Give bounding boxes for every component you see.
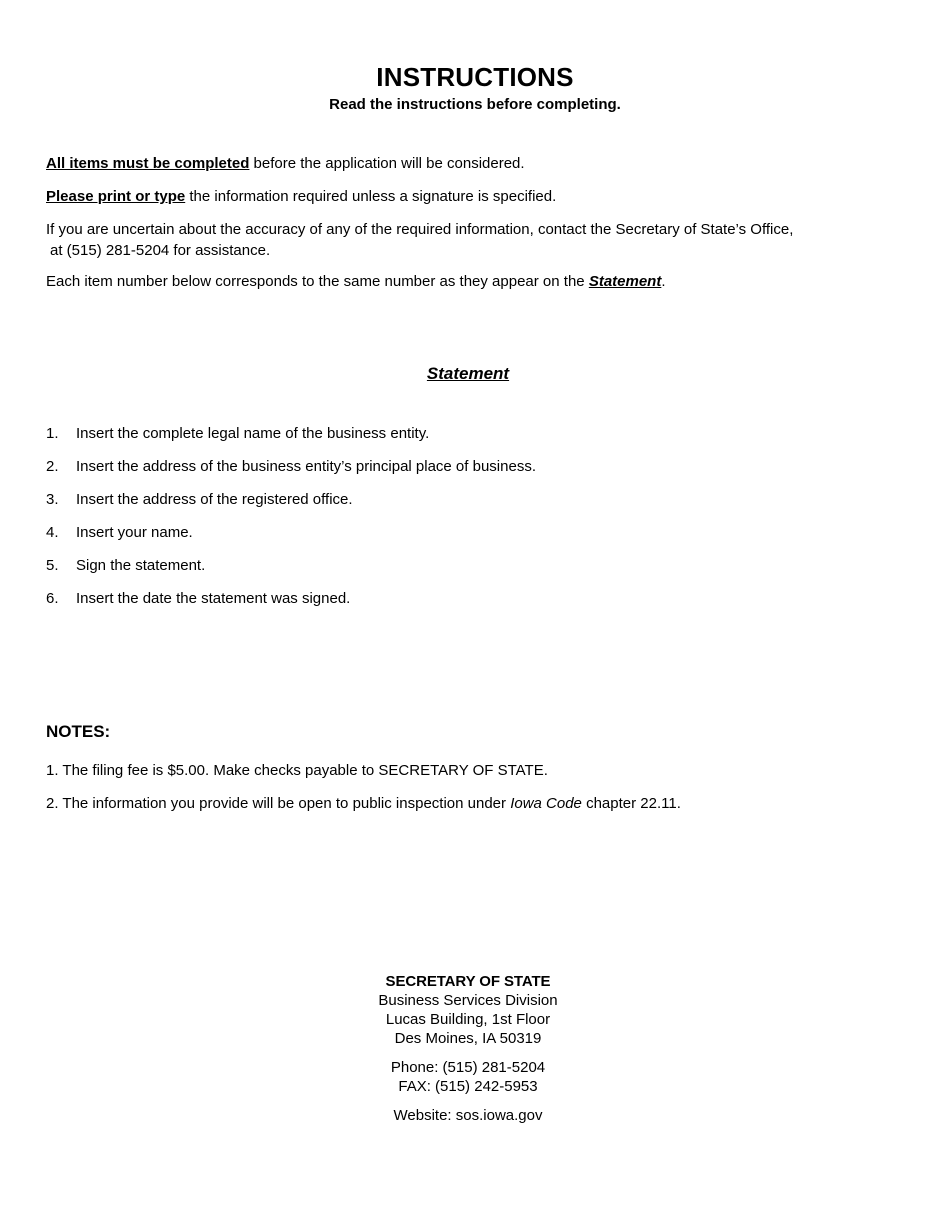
- list-item: [46, 490, 846, 523]
- intro-text-print-or-type: the information required unless a signature is specified.: [185, 188, 557, 205]
- list-item: [46, 589, 846, 622]
- intro-lead-all-items: All items must be completed: [46, 155, 250, 172]
- footer-spacer: [0, 1048, 936, 1058]
- notes-heading: NOTES:: [46, 722, 111, 741]
- footer-building: Lucas Building, 1st Floor: [385, 1011, 551, 1028]
- intro-paragraph-print-or-type: [46, 186, 846, 207]
- note-filing-fee: 1. The filing fee is $5.00. Make checks payable to SECRETARY OF STATE.: [46, 762, 548, 779]
- footer-city-state-zip: Des Moines, IA 50319: [394, 1030, 542, 1047]
- page-title: INSTRUCTIONS: [376, 62, 574, 92]
- intro-paragraph-uncertain: [46, 219, 846, 261]
- intro-uncertain-line2: at (515) 281-5204 for assistance.: [50, 242, 271, 259]
- intro-uncertain-line1: If you are uncertain about the accuracy of any of the required information, contact the Secretary of State’s Office,: [46, 221, 794, 238]
- footer-website: Website: sos.iowa.gov: [393, 1107, 543, 1124]
- step-number: 2.: [46, 458, 59, 475]
- step-text: Insert the address of the registered office.: [76, 491, 353, 508]
- intro-item-numbers-period: .: [661, 273, 666, 290]
- step-number: 6.: [46, 590, 59, 607]
- footer-fax: FAX: (515) 242-5953: [398, 1078, 538, 1095]
- list-item: [46, 523, 846, 556]
- note-public-inspection-text: 2. The information you provide will be open to public inspection under: [46, 795, 511, 812]
- iowa-code-reference: Iowa Code: [510, 795, 582, 812]
- footer-phone: Phone: (515) 281-5204: [390, 1059, 546, 1076]
- step-text: Sign the statement.: [76, 557, 206, 574]
- step-text: Insert the complete legal name of the business entity.: [76, 425, 430, 442]
- statement-reference: Statement: [588, 273, 662, 290]
- intro-lead-print-or-type: Please print or type: [46, 188, 186, 205]
- step-number: 5.: [46, 557, 59, 574]
- intro-paragraph-item-numbers: [46, 271, 846, 292]
- step-number: 4.: [46, 524, 59, 541]
- step-text: Insert the address of the business entity’s principal place of business.: [76, 458, 536, 475]
- step-text: Insert the date the statement was signed.: [76, 590, 351, 607]
- page-subtitle: Read the instructions before completing.: [329, 96, 621, 113]
- step-number: 3.: [46, 491, 59, 508]
- list-item: [46, 457, 846, 490]
- step-text: Insert your name.: [76, 524, 193, 541]
- note-public-inspection: [46, 793, 866, 814]
- section-heading-label: Statement: [426, 364, 510, 383]
- intro-text-all-items: before the application will be considered.: [249, 155, 525, 172]
- footer-division: Business Services Division: [378, 992, 558, 1009]
- intro-item-numbers-text: Each item number below corresponds to the same number as they appear on the: [46, 273, 589, 290]
- list-item: [46, 556, 846, 589]
- step-number: 1.: [46, 425, 59, 442]
- instruction-steps-list: [46, 424, 846, 622]
- footer-spacer: [0, 1096, 936, 1106]
- footer-organization: SECRETARY OF STATE: [385, 973, 551, 990]
- footer-contact-block: [0, 972, 936, 1125]
- section-heading-statement: [0, 364, 936, 384]
- list-item: [46, 424, 846, 457]
- intro-paragraph-all-items: [46, 153, 846, 174]
- note-public-inspection-chapter: chapter 22.11.: [581, 795, 681, 812]
